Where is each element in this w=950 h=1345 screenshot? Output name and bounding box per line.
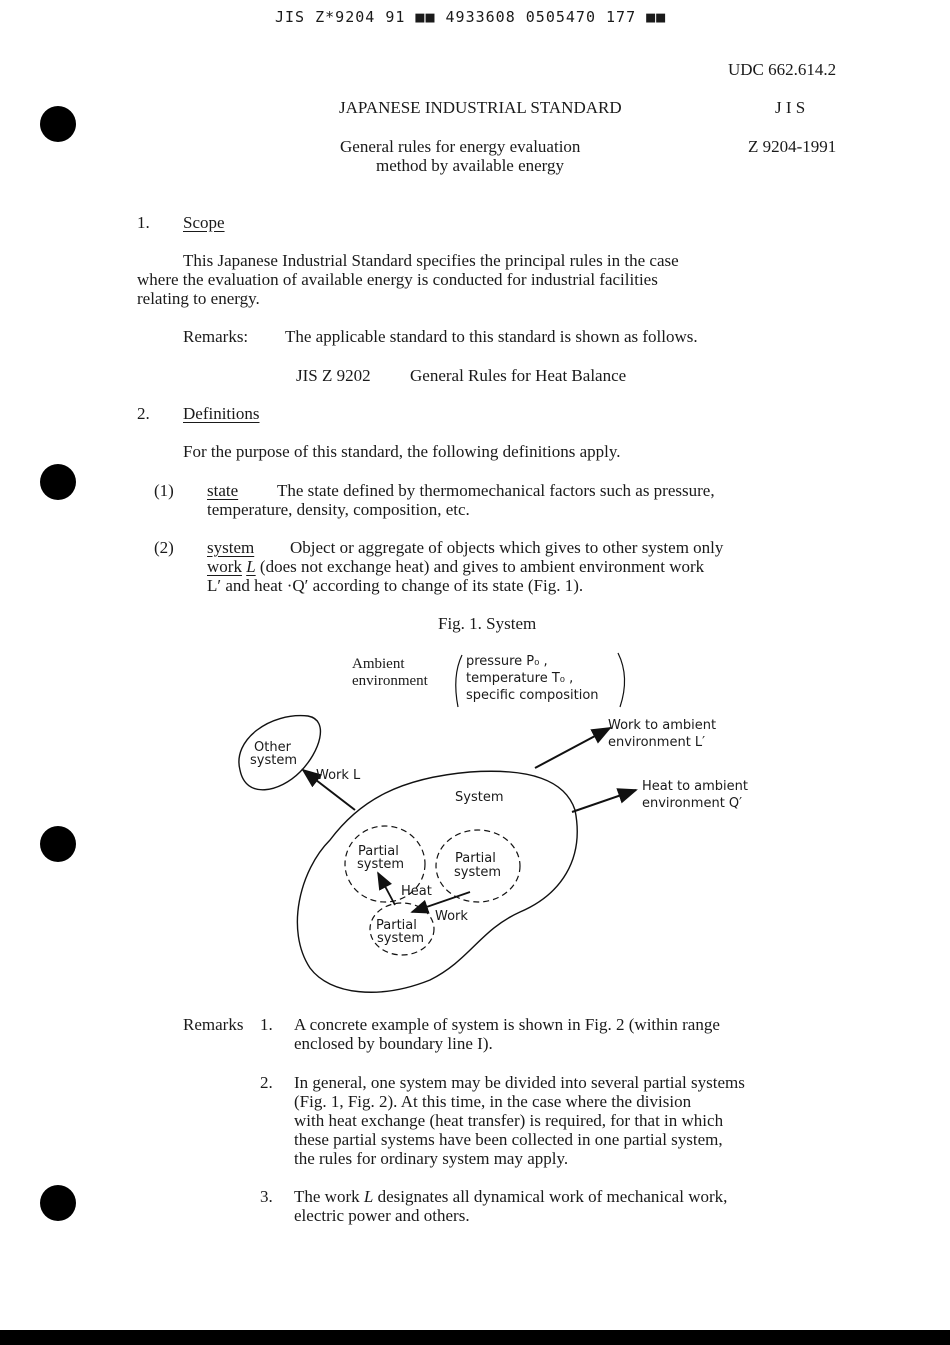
work-ambient-line1: Work to ambient	[608, 718, 717, 733]
remark3-line1-a: The work	[294, 1187, 364, 1206]
def2-number: (2)	[154, 538, 174, 557]
right-brace	[618, 653, 625, 707]
section2-heading: Definitions	[183, 404, 260, 423]
partial-system-a-line1: Partial	[358, 844, 399, 859]
section1-para-line3: relating to energy.	[137, 289, 260, 308]
remark3-line1-c: designates all dynamical work of mechanical work,	[373, 1187, 728, 1206]
punch-hole-4	[40, 1185, 76, 1221]
def2-line2-rest: (does not exchange heat) and gives to ambient environment work	[255, 557, 705, 576]
def1-line1: The state defined by thermomechanical factors such as pressure,	[277, 481, 715, 500]
section1-para-line2: where the evaluation of available energy is conducted for industrial facilities	[137, 270, 658, 289]
ambient-composition: specific composition	[466, 688, 599, 703]
standard-title: JAPANESE INDUSTRIAL STANDARD	[339, 98, 622, 117]
remark2-line4: these partial systems have been collected in one partial system,	[294, 1130, 723, 1149]
remark3-line1	[294, 1187, 727, 1206]
remarks-label: Remarks	[183, 1015, 244, 1034]
other-system-line2: system	[250, 753, 297, 768]
ambient-label-line1: Ambient	[352, 656, 405, 672]
def2-term: system	[207, 538, 255, 557]
section2-intro: For the purpose of this standard, the following definitions apply.	[183, 442, 621, 461]
partial-system-c-line1: Partial	[376, 918, 417, 933]
ambient-label-line2: environment	[352, 673, 428, 689]
remark1-line2: enclosed by boundary line I).	[294, 1034, 493, 1053]
def1-term: state	[207, 481, 239, 500]
partial-system-c-line2: system	[377, 931, 424, 946]
left-brace	[456, 655, 462, 707]
remark3-line2: electric power and others.	[294, 1206, 470, 1225]
system-boundary	[297, 771, 577, 992]
doc-title-line2: method by available energy	[376, 156, 565, 175]
def2-line1: Object or aggregate of objects which gives to other system only	[290, 538, 724, 557]
def2-line3: L′ and heat ·Q′ according to change of its state (Fig. 1).	[207, 576, 584, 595]
doc-title-line1: General rules for energy evaluation	[340, 137, 581, 156]
remark1-line1: A concrete example of system is shown in Fig. 2 (within range	[294, 1015, 720, 1034]
ambient-temperature: temperature T₀ ,	[466, 671, 574, 686]
header-code: JIS Z*9204 91 ■■ 4933608 0505470 177 ■■	[275, 8, 667, 26]
work-ambient-arrow	[535, 728, 610, 768]
heat-internal-label: Heat	[401, 884, 432, 899]
ambient-pressure: pressure P₀ ,	[466, 654, 548, 669]
section1-number: 1.	[137, 213, 150, 232]
def2-line2-work: work	[207, 557, 242, 576]
remark3-line1-L: L	[363, 1187, 374, 1206]
udc-code: UDC 662.614.2	[728, 60, 837, 79]
section1-para-line1: This Japanese Industrial Standard specifies the principal rules in the case	[183, 251, 679, 270]
heat-ambient-line1: Heat to ambient	[642, 779, 748, 794]
remark2-line2: (Fig. 1, Fig. 2). At this time, in the case where the division	[294, 1092, 692, 1111]
heat-ambient-arrow	[572, 790, 636, 812]
heat-ambient-line2: environment Q′	[642, 796, 743, 811]
def2-line2-L: L	[246, 557, 256, 576]
ref-standard-title: General Rules for Heat Balance	[410, 366, 627, 385]
remark2-line5: the rules for ordinary system may apply.	[294, 1149, 569, 1168]
ref-standard-code: JIS Z 9202	[296, 366, 371, 385]
section1-remarks-text: The applicable standard to this standard is shown as follows.	[285, 327, 698, 346]
partial-system-b-line2: system	[454, 865, 501, 880]
partial-system-b-line1: Partial	[455, 851, 496, 866]
doc-number: Z 9204-1991	[748, 137, 837, 156]
other-system-line1: Other	[254, 740, 291, 755]
work-internal-label: Work	[435, 909, 468, 924]
remark2-line1: In general, one system may be divided into several partial systems	[294, 1073, 745, 1092]
jis-mark: J I S	[775, 98, 806, 117]
section2-number: 2.	[137, 404, 150, 423]
def1-line2: temperature, density, composition, etc.	[207, 500, 470, 519]
remark1-number: 1.	[260, 1015, 273, 1034]
def1-number: (1)	[154, 481, 174, 500]
heat-internal-arrow	[378, 873, 395, 905]
work-L-label: Work L	[316, 768, 361, 783]
remark2-number: 2.	[260, 1073, 273, 1092]
bottom-scan-edge	[0, 1330, 950, 1345]
system-label: System	[455, 790, 504, 805]
partial-system-a-line2: system	[357, 857, 404, 872]
remark3-number: 3.	[260, 1187, 273, 1206]
section1-heading: Scope	[183, 213, 225, 232]
section1-remarks-label: Remarks:	[183, 327, 249, 346]
figure-caption: Fig. 1. System	[438, 614, 537, 633]
work-ambient-line2: environment L′	[608, 735, 706, 750]
remark2-line3: with heat exchange (heat transfer) is required, for that in which	[294, 1111, 724, 1130]
